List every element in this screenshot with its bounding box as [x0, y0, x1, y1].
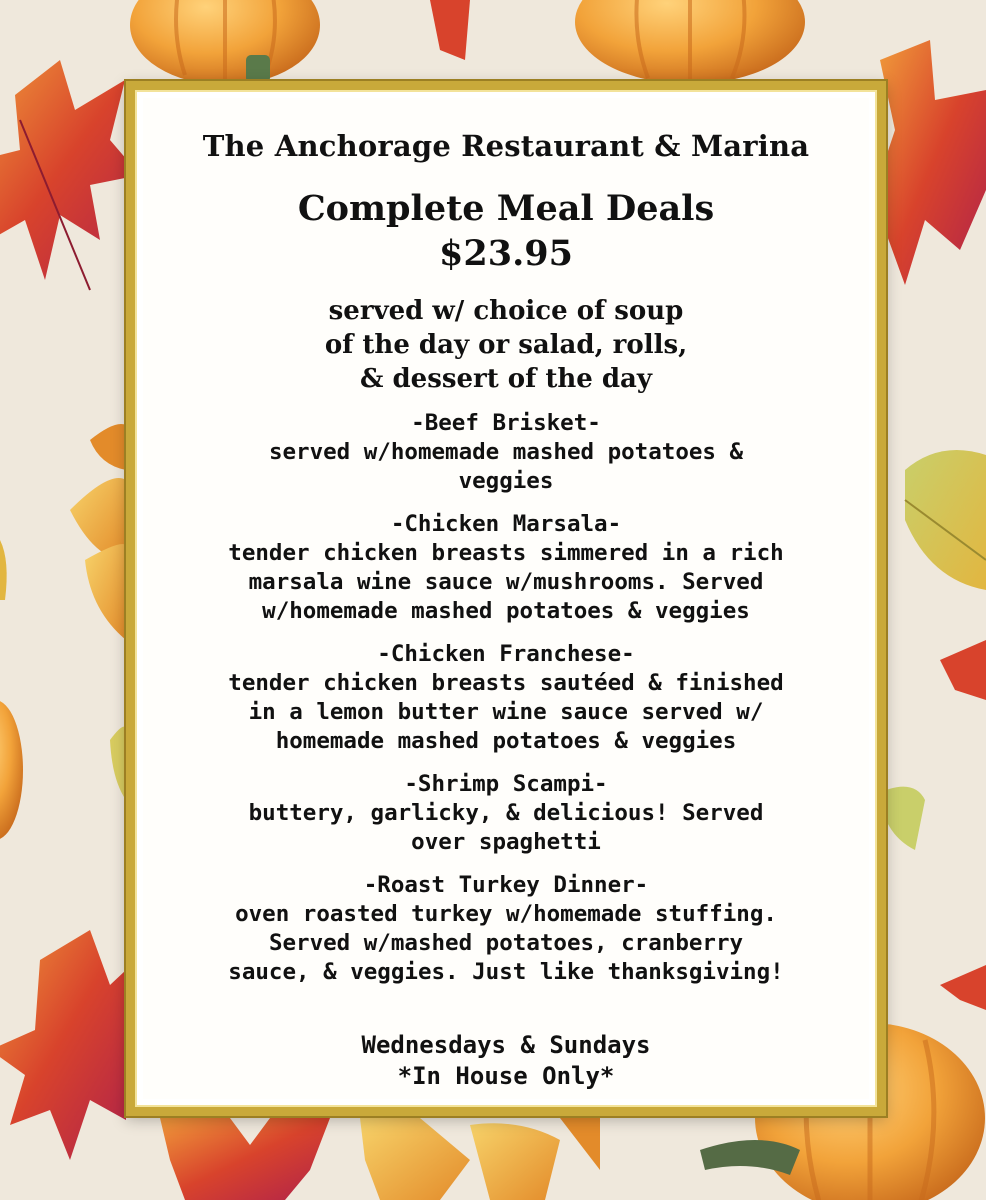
autumn-leaf-icon [360, 1118, 600, 1200]
menu-price: $23.95 [439, 233, 573, 274]
menu-item-name: -Beef Brisket- [411, 410, 601, 436]
menu-item-description: marsala wine sauce w/mushrooms. Served [248, 569, 764, 595]
menu-item-name: -Roast Turkey Dinner- [363, 872, 649, 898]
menu-item-description: oven roasted turkey w/homemade stuffing. [235, 901, 777, 927]
pumpkin-icon [575, 0, 805, 84]
menu-footer [143, 1030, 869, 1092]
intro-line: of the day or salad, rolls, [324, 330, 688, 360]
menu-item-name: -Chicken Franchese- [377, 641, 635, 667]
autumn-leaf-icon [905, 450, 986, 590]
menu-item [143, 871, 869, 987]
menu-content [143, 98, 869, 1099]
menu-item-description: Served w/mashed potatoes, cranberry [268, 930, 744, 956]
autumn-leaf-icon [70, 424, 126, 640]
availability-note: *In House Only* [397, 1062, 615, 1090]
menu-item-description: veggies [458, 468, 554, 494]
menu-item [143, 409, 869, 496]
maple-leaf-icon [880, 40, 986, 285]
menu-item-description: w/homemade mashed potatoes & veggies [262, 598, 750, 624]
menu-item-description: served w/homemade mashed potatoes & [268, 439, 744, 465]
pumpkin-icon [130, 0, 320, 85]
menu-item [143, 640, 869, 756]
menu-item [143, 510, 869, 626]
autumn-leaf-icon [886, 787, 925, 850]
menu-headline: Complete Meal Deals [297, 188, 715, 229]
maple-leaf-icon [160, 1118, 330, 1200]
menu-intro [143, 294, 869, 396]
menu-item-description: sauce, & veggies. Just like thanksgiving! [228, 959, 784, 985]
intro-line: served w/ choice of soup [328, 296, 684, 326]
menu-item-description: in a lemon butter wine sauce served w/ [248, 699, 764, 725]
menu-item-description: buttery, garlicky, & delicious! Served [248, 800, 764, 826]
menu-items [143, 409, 869, 1001]
intro-line: & dessert of the day [359, 364, 653, 394]
menu-item-description: tender chicken breasts sautéed & finished [228, 670, 784, 696]
pumpkin-icon [0, 700, 23, 840]
menu-card [126, 81, 886, 1116]
maple-leaf-icon [0, 930, 126, 1160]
menu-item-name: -Shrimp Scampi- [404, 771, 608, 797]
menu-item-description: homemade mashed potatoes & veggies [275, 728, 737, 754]
menu-item [143, 770, 869, 857]
restaurant-name: The Anchorage Restaurant & Marina [202, 129, 810, 163]
menu-item-description: tender chicken breasts simmered in a rich [228, 540, 784, 566]
maple-leaf-icon [0, 60, 140, 290]
availability-days: Wednesdays & Sundays [361, 1031, 651, 1059]
menu-item-description: over spaghetti [411, 829, 601, 855]
menu-item-name: -Chicken Marsala- [390, 511, 622, 537]
